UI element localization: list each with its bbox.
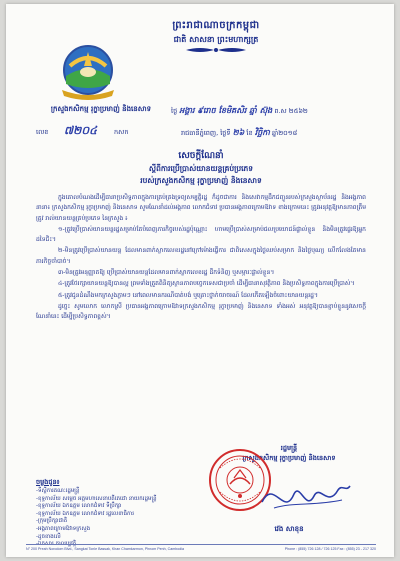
document-title: សេចក្តីណែនាំ	[178, 151, 224, 161]
lunar-date-line	[171, 105, 376, 117]
solar-date-day: ២៦	[232, 128, 245, 137]
distribution-item: -ដូចខាងលើ	[36, 533, 61, 540]
footer-contact: Phone : (855) 726 128 / 726 125 Fax : (855) 23 - 217 320	[284, 547, 376, 551]
body-paragraph-closing: ដូច្នេះ សូមលោក លោកស្រី ប្រធានអង្គភាពក្រោមឱវាទក្រសួងកសិកម្ម រុក្ខាប្រមាញ់ និងនេសាទ ទាំងអស់ អនុវត្តឱ្យបានខ្ជាប់ខ្ជួននូវសេចក្តីណែនាំនេះ ដើម្បីប្រសិទ្ធភាពខ្ពស់។	[36, 302, 366, 321]
distribution-item: -ទីស្តីការគណៈរដ្ឋមន្ត្រី	[36, 488, 80, 494]
reference-suffix: កសក	[114, 128, 129, 136]
document-subject: ស្តីពីការប្រើប្រាស់យានយន្តគ្រប់ប្រភេទ	[148, 164, 254, 173]
reference-label: លេខ	[36, 128, 49, 136]
body-item-1: ១-ត្រូវប្រើប្រាស់យានយន្តរដ្ឋសម្រាប់តែបំពេញភារកិច្ចរបស់រដ្ឋប៉ុណ្ណោះ ហាមប្រើប្រាស់សម្រាប់ផលប្រយោជន៍ផ្ទាល់ខ្លួន និងមិនត្រូវផ្ទេរឱ្យអ្នកដទៃជិះ។	[36, 225, 366, 244]
distribution-item: -ខុទ្ទកាល័យ ឯកឧត្តម លោកជំទាវ ទីប្រឹក្សា	[36, 503, 122, 510]
body-item-3: ៣-មិនត្រូវអនុញ្ញាតឱ្យ ប្រើប្រាស់យានយន្តដែលមានពាក់ស្លាកលេខរដ្ឋ ដឹកទំនិញ ឬសម្ភារៈផ្ទាល់ខ្លួន។	[58, 269, 275, 277]
distribution-item: -ខុទ្ទកាល័យ ឯកឧត្តម លោកជំទាវ រដ្ឋលេខាធិការ	[36, 510, 135, 517]
footer	[26, 547, 376, 551]
national-motto: ជាតិ សាសនា ព្រះមហាក្សត្រ	[173, 35, 259, 44]
body-paragraph-intro: ក្នុងគោលបំណងដើម្បីធានាប្រសិទ្ធភាពក្នុងការគ្រប់គ្រងទ្រព្យសម្បត្តិរដ្ឋ ក៏ដូចជាការ និងសេវាកម្មដឹកជញ្ជូនរបស់ក្រសួងស្ថាប័នរដ្ឋ និងអង្គភាពនានា៖ ក្រសួងកសិកម្ម រុក្ខាប្រមាញ់ និងនេសាទ សូមណែនាំដល់អង្គភាព លោកជំទាវ ប្រធានអង្គភាពក្រោមឱវាទ ខាងក្រោមនេះ ត្រូវអនុវត្តឱ្យមានភាពត្រឹមត្រូវ រាល់យានយន្តគ្រប់ប្រភេទ នៃក្រសួង ៖	[36, 194, 366, 222]
solar-date-line	[181, 127, 376, 139]
body-item-5: ៥-ត្រូវជូនដំណឹងមកក្រសួងភ្លាមៗ នៅពេលមានករណីបាត់បង់ ឬគ្រោះថ្នាក់ចរាចរណ៍ ដែលកើតឡើងចំពោះយានយន្តរដ្ឋ។	[58, 291, 318, 299]
distribution-item: -ក្រុមប្រឹក្សាជាតិ	[36, 518, 68, 525]
solar-date-year: ឆ្នាំ២០១៨	[272, 129, 298, 137]
signatory-ministry: ក្រសួងកសិកម្ម រុក្ខាប្រមាញ់ និងនេសាទ	[242, 454, 336, 462]
kingdom-heading: ព្រះរាជាណាចក្រកម្ពុជា	[172, 20, 260, 31]
reference-number: ៧២០៤	[64, 124, 97, 137]
ministry-logo-icon	[56, 44, 120, 102]
signatory-name: វេង សាខុន	[274, 525, 304, 533]
lunar-date-handwritten: អង្គារ ៩រោច ខែមិគសិរ ឆ្នាំ ស៊ុង	[179, 106, 273, 115]
lunar-date-prefix: ថ្ងៃ	[171, 107, 178, 115]
body-item-4: ៤-ត្រូវថែរក្សាយានយន្តឱ្យបានល្អ ព្រមទាំងត្រួតពិនិត្យស្ថានភាពបច្ចេកទេសជាប្រចាំ ដើម្បីធានាសុវត្ថិភាព និងប្រសិទ្ធភាពក្នុងការប្រើប្រាស់។	[58, 280, 355, 288]
footer-divider	[26, 544, 376, 545]
distribution-item: -អង្គភាពក្រោមឱវាទក្រសួង	[36, 525, 91, 532]
body-item-2: ២-មិនត្រូវប្រើប្រាស់យានយន្ត ដែលមានពាក់ស្លាកលេខរដ្ឋនៅក្រៅម៉ោងធ្វើការ ជាពិសេសក្នុងថ្ងៃឈប់សម្រាក និងថ្ងៃបុណ្យ លើកលែងតែមានភារកិច្ចចាំបាច់។	[36, 247, 366, 265]
signatory-title: រដ្ឋមន្ត្រី	[280, 444, 298, 452]
lunar-date-suffix: ព.ស ២៥៦២	[274, 107, 308, 115]
ministry-name: ក្រសួងកសិកម្ម រុក្ខាប្រមាញ់ និងនេសាទ	[50, 105, 152, 113]
footer-address: N° 200 Preah Norodom Blvd., Sangkat Tonle Bassak, Khan Chamkarmon, Phnom Penh, Cambodia	[26, 547, 184, 551]
solar-month-label: ខែ	[246, 129, 253, 137]
solar-date-month: វិច្ឆិកា	[254, 128, 270, 137]
distribution-item: -ខុទ្ទកាល័យ សម្តេច អគ្គមហាសេនាបតីតេជោ នាយករដ្ឋមន្ត្រី	[36, 495, 157, 502]
distribution-heading: ចម្លងជូន៖	[36, 478, 60, 486]
solar-date-prefix: រាជធានីភ្នំពេញ, ថ្ងៃទី	[181, 129, 231, 137]
ornament-divider-icon	[184, 46, 248, 54]
document-page	[6, 4, 394, 557]
document-body	[36, 193, 366, 324]
document-issuer: របស់ក្រសួងកសិកម្ម រុក្ខាប្រមាញ់ និងនេសាទ	[140, 176, 262, 185]
distribution-list	[36, 488, 196, 549]
handwritten-signature-icon	[254, 472, 354, 522]
